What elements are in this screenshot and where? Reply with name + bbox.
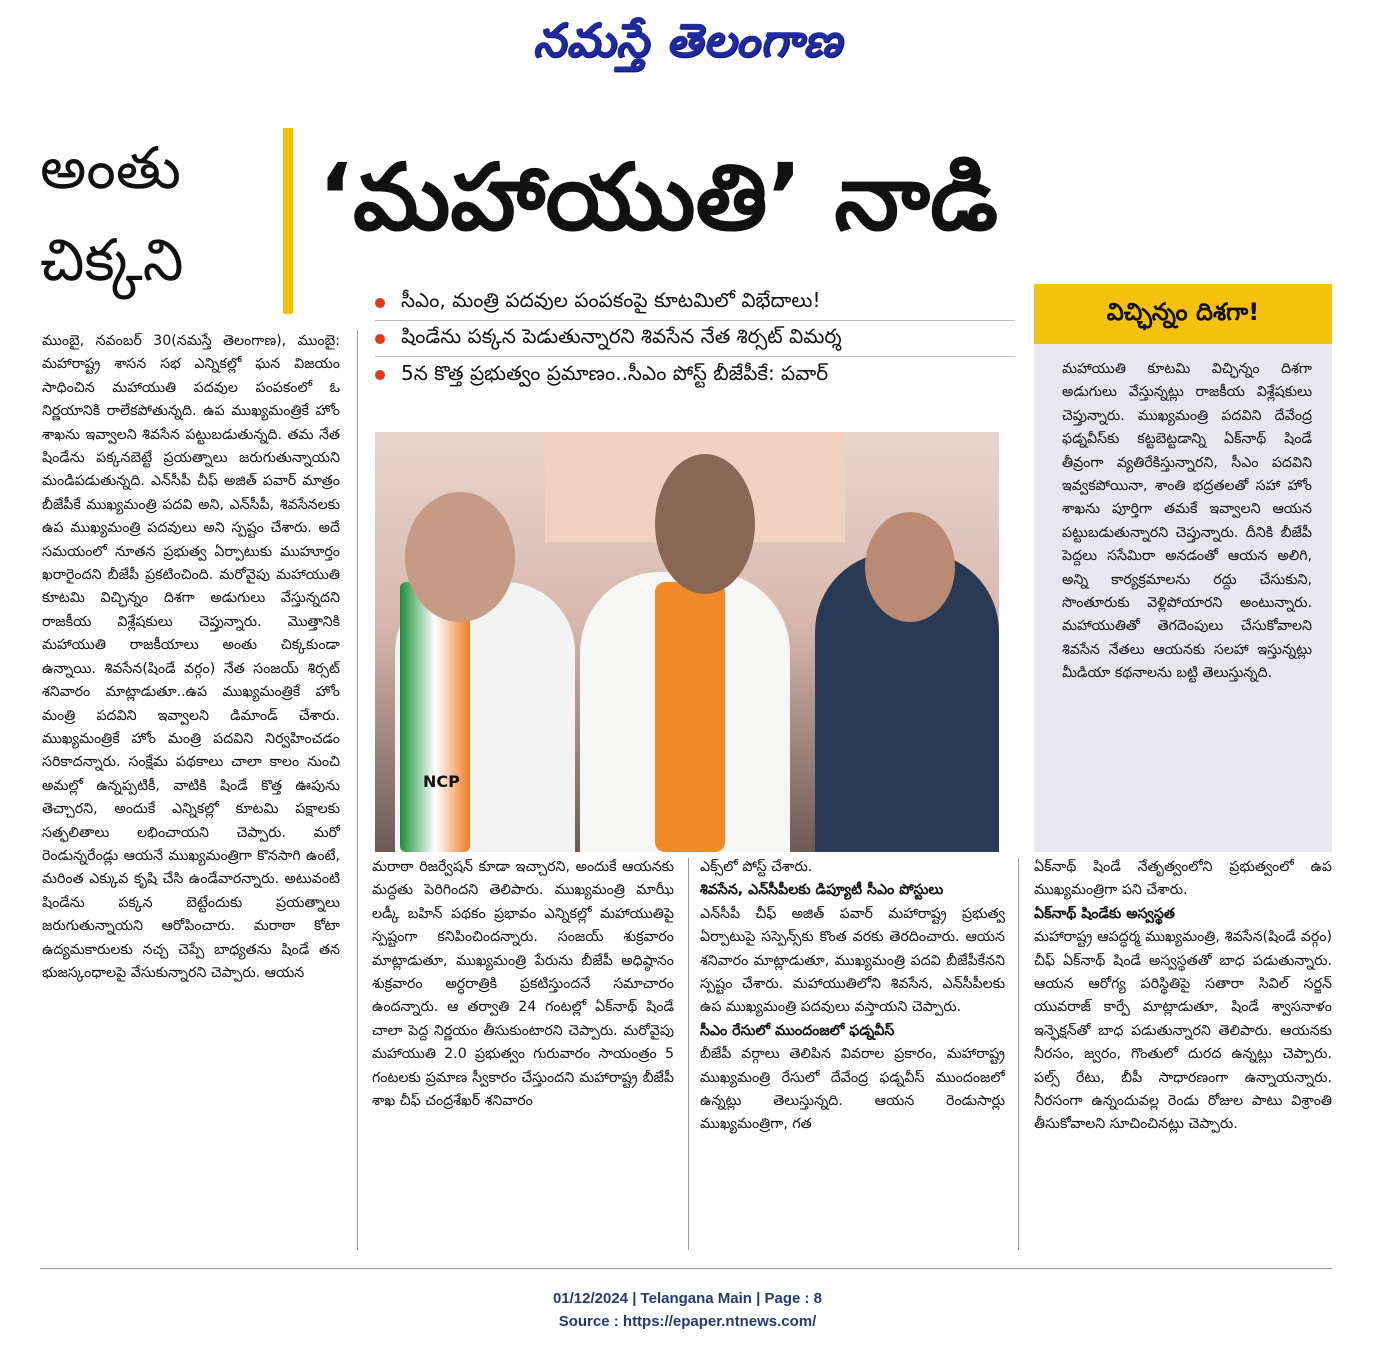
kicker-divider	[283, 128, 293, 314]
subheadline-3: 5న కొత్త ప్రభుత్వం ప్రమాణం..సీఎం పోస్ట్ బీజేపీకే: పవార్	[375, 357, 1015, 393]
section-heading: సీఎం రేసులో ముందంజలో ఫడ్నవీస్	[700, 1022, 895, 1039]
subheadline-1: సీఎం, మంత్రి పదవుల పంపకంపై కూటమిలో విభేదాలు!	[375, 285, 1015, 321]
bullet-icon	[375, 334, 385, 344]
subheadline-2: షిండేను పక్కన పెడుతున్నారని శివసేన నేత శిర్సట్ విమర్శ	[375, 321, 1015, 357]
bullet-icon	[375, 298, 385, 308]
section-heading: శివసేన, ఎన్‌సీపీలకు డిప్యూటీ సీఎం పోస్టులు	[700, 882, 944, 899]
sidebox-title: విచ్ఛిన్నం దిశగా!	[1034, 284, 1332, 346]
main-headline: ‘మహాయుతి’ నాడి	[318, 144, 999, 251]
bullet-icon	[375, 370, 385, 380]
column-divider	[357, 330, 358, 1250]
ncp-scarf-label: NCP	[423, 772, 460, 791]
kicker-line-2: చిక్కని	[40, 226, 184, 294]
article-column-1: ముంబై, నవంబర్ 30(నమస్తే తెలంగాణ), ముంబై: మహారాష్ట్ర శాసన సభ ఎన్నికల్లో ఘన విజయం సాధించిన మహాయుతి పదవుల పంపకంలో ఓ నిర్ణయానికి రాలేకపోతున్నది. ఉప ముఖ్యమంత్రికే హోం శాఖను ఇవ్వాలని శివసేన పట్టుబడుతున్నది. తమ నేత షిండేను పక్కనబెట్టే ప్రయత్నాలు జరుగుతున్నాయని మండిపడుతున్నది. ఎన్‌సీపీ చీఫ్ అజిత్ పవార్ మాత్రం బీజేపీకే ముఖ్యమంత్రి పదవి అని, ఎన్‌సీపీ, శివసేనలకు ఉప ముఖ్యమంత్రి పదవులు అని స్పష్టం చేశారు. అదే సమయంలో నూతన ప్రభుత్వ ఏర్పాటుకు ముహూర్తం ఖరారైందని బీజేపీ ప్రకటించింది. మరోవైపు మహాయుతి కూటమి విచ్ఛిన్నం దిశగా అడుగులు వేస్తున్నదని రాజకీయ విశ్లేషకులు చెప్తున్నారు. మొత్తానికి మహాయుతి రాజకీయాలు అంతు చిక్కకుండా ఉన్నాయి. శివసేన(షిండే వర్గం) నేత సంజయ్ శిర్సట్ శనివారం మాట్లాడుతూ..ఉప ముఖ్యమంత్రికే హోం మంత్రి పదవిని ఇవ్వాలని డిమాండ్ చేశారు. ముఖ్యమంత్రికే హోం మంత్రి పదవిని నిర్వహించడం సరికాదన్నారు. సంక్షేమ పథకాలు చాలా కాలం నుంచి అమల్లో ఉన్నప్పటికీ, వాటికి షిండే కొత్త ఊపును తెచ్చారని, అందుకే ఎన్నికల్లో కూటమి పక్షాలకు సత్ఫలితాలు లభించాయని చెప్పారు. మరో రెండున్నరేండ్లు ఆయనే ముఖ్యమంత్రిగా కొనసాగి ఉంటే, మరింత ఎక్కువ కృషి చేసి ఉండేవారన్నారు. అటువంటి షిండేను పక్కన బెట్టేందుకు ప్రయత్నాలు జరుగుతున్నాయని ఆరోపించారు. మరాఠా కోటా ఉద్యమకారులకు నచ్చ చెప్పే బాధ్యతను షిండే తన భుజస్కంధాలపై వేసుకున్నారని చెప్పారు. ఆయన	[42, 333, 340, 981]
kicker	[40, 122, 270, 322]
section-heading: ఏక్‌నాథ్ షిండేకు అస్వస్థత	[1034, 905, 1175, 922]
footer-edition: 01/12/2024 | Telangana Main | Page : 8	[552, 1290, 823, 1307]
column-divider	[688, 858, 689, 1250]
column-divider	[1018, 858, 1019, 1250]
masthead	[0, 8, 1375, 78]
newspaper-logo: నమస్తే తెలంగాణ	[532, 13, 843, 67]
article-column-2: మరాఠా రిజర్వేషన్ కూడా ఇచ్చారని, అందుకే ఆయనకు మద్దతు పెరిగిందని తెలిపారు. ముఖ్యమంత్రి మాఝీ లడ్కీ బహిన్ పథకం ప్రభావం ఎన్నికల్లో మహాయుతిపై స్పష్టంగా కనిపించిందన్నారు. సంజయ్ శుక్రవారం మాట్లాడుతూ, ముఖ్యమంత్రి పేరును బీజేపీ అధిష్ఠానం శుక్రవారం అర్ధరాత్రికి ప్రకటిస్తుందనే సమాచారం ఉందన్నారు. ఆ తర్వాతి 24 గంటల్లో ఏక్‌నాథ్ షిండే చాలా పెద్ద నిర్ణయం తీసుకుంటారని చెప్పారు. మరోవైపు మహాయుతి 2.0 ప్రభుత్వం గురువారం సాయంత్రం 5 గంటలకు ప్రమాణ స్వీకారం చేస్తుందని మహారాష్ట్ర బీజేపీ శాఖ చీఫ్ చంద్రశేఖర్ శనివారం	[372, 859, 674, 1110]
news-photo	[375, 432, 999, 852]
subheadlines	[375, 285, 1015, 393]
footer-rule	[40, 1268, 1332, 1269]
sidebox	[1034, 344, 1332, 852]
footer-source: Source : https://epaper.ntnews.com/	[558, 1313, 817, 1330]
article-column-4: ఏక్‌నాథ్ షిండే నేతృత్వంలోని ప్రభుత్వంలో ఉప ముఖ్యమంత్రిగా పని చేశారు. ఏక్‌నాథ్ షిండేకు అస్వస్థత మహారాష్ట్ర ఆపద్ధర్మ ముఖ్యమంత్రి, శివసేన(షిండే వర్గం) చీఫ్ ఏక్‌నాథ్ షిండే అస్వస్థతతో బాధ పడుతున్నారు. ఆయన ఆరోగ్య పరిస్థితిపై సతారా సివిల్ సర్జన్ యువరాజ్ కార్పే మాట్లాడుతూ, షిండే శ్వాసనాళం ఇన్ఫెక్షన్‌తో బాధ పడుతున్నారని తెలిపారు. ఆయనకు నీరసం, జ్వరం, గొంతులో దురద ఉన్నట్లు చెప్పారు. పల్స్ రేటు, బీపీ సాధారణంగా ఉన్నాయన్నారు. నీరసంగా ఉన్నందువల్ల రెండు రోజుల పాటు విశ్రాంతి తీసుకోవాలని సూచించినట్లు చెప్పారు.	[1034, 859, 1332, 1133]
article-column-3: ఎక్స్‌లో పోస్ట్ చేశారు. శివసేన, ఎన్‌సీపీలకు డిప్యూటీ సీఎం పోస్టులు ఎన్‌సీపీ చీఫ్ అజిత్ పవార్ మహారాష్ట్ర ప్రభుత్వ ఏర్పాటుపై సస్పెన్స్‌కు కొంత వరకు తెరదించారు. ఆయన శనివారం మాట్లాడుతూ, ముఖ్యమంత్రి పదవి బీజేపీకేనని స్పష్టం చేశారు. మహాయుతిలోని శివసేన, ఎన్‌సీపీలకు ఉప ముఖ్యమంత్రి పదవులు వస్తాయని చెప్పారు. సీఎం రేసులో ముందంజలో ఫడ్నవీస్ బీజేపీ వర్గాలు తెలిపిన వివరాల ప్రకారం, మహారాష్ట్ర ముఖ్యమంత్రి రేసులో దేవేంద్ర ఫడ్నవీస్ ముందంజలో ఉన్నట్లు తెలుస్తున్నది. ఆయన రెండుసార్లు ముఖ్యమంత్రిగా, గత	[700, 859, 1005, 1133]
kicker-line-1: అంతు	[40, 134, 181, 202]
sidebox-body: మహాయుతి కూటమి విచ్ఛిన్నం దిశగా అడుగులు వేస్తున్నట్లు రాజకీయ విశ్లేషకులు చెప్తున్నారు. ముఖ్యమంత్రి పదవిని దేవేంద్ర ఫడ్నవీస్‌కు కట్టబెట్టడాన్ని ఏక్‌నాథ్ షిండే తీవ్రంగా వ్యతిరేకిస్తున్నారని, సీఎం పదవిని ఇవ్వకపోయినా, శాంతి భద్రతలతో సహా హోం శాఖను పూర్తిగా తమకే ఇవ్వాలని ఆయన పట్టుబడుతున్నారని చెప్తున్నారు. దీనికి బీజేపీ పెద్దలు ససేమిరా అనడంతో ఆయన అలిగి, అన్ని కార్యక్రమాలను రద్దు చేసుకుని, సొంతూరుకు వెళ్లిపోయారని అంటున్నారు. మహాయుతితో తెగదెంపులు చేసుకోవాలని శివసేన నేతలు ఆయనకు సలహా ఇస్తున్నట్లు మీడియా కథనాలను బట్టి తెలుస్తున్నది.	[1062, 361, 1312, 682]
